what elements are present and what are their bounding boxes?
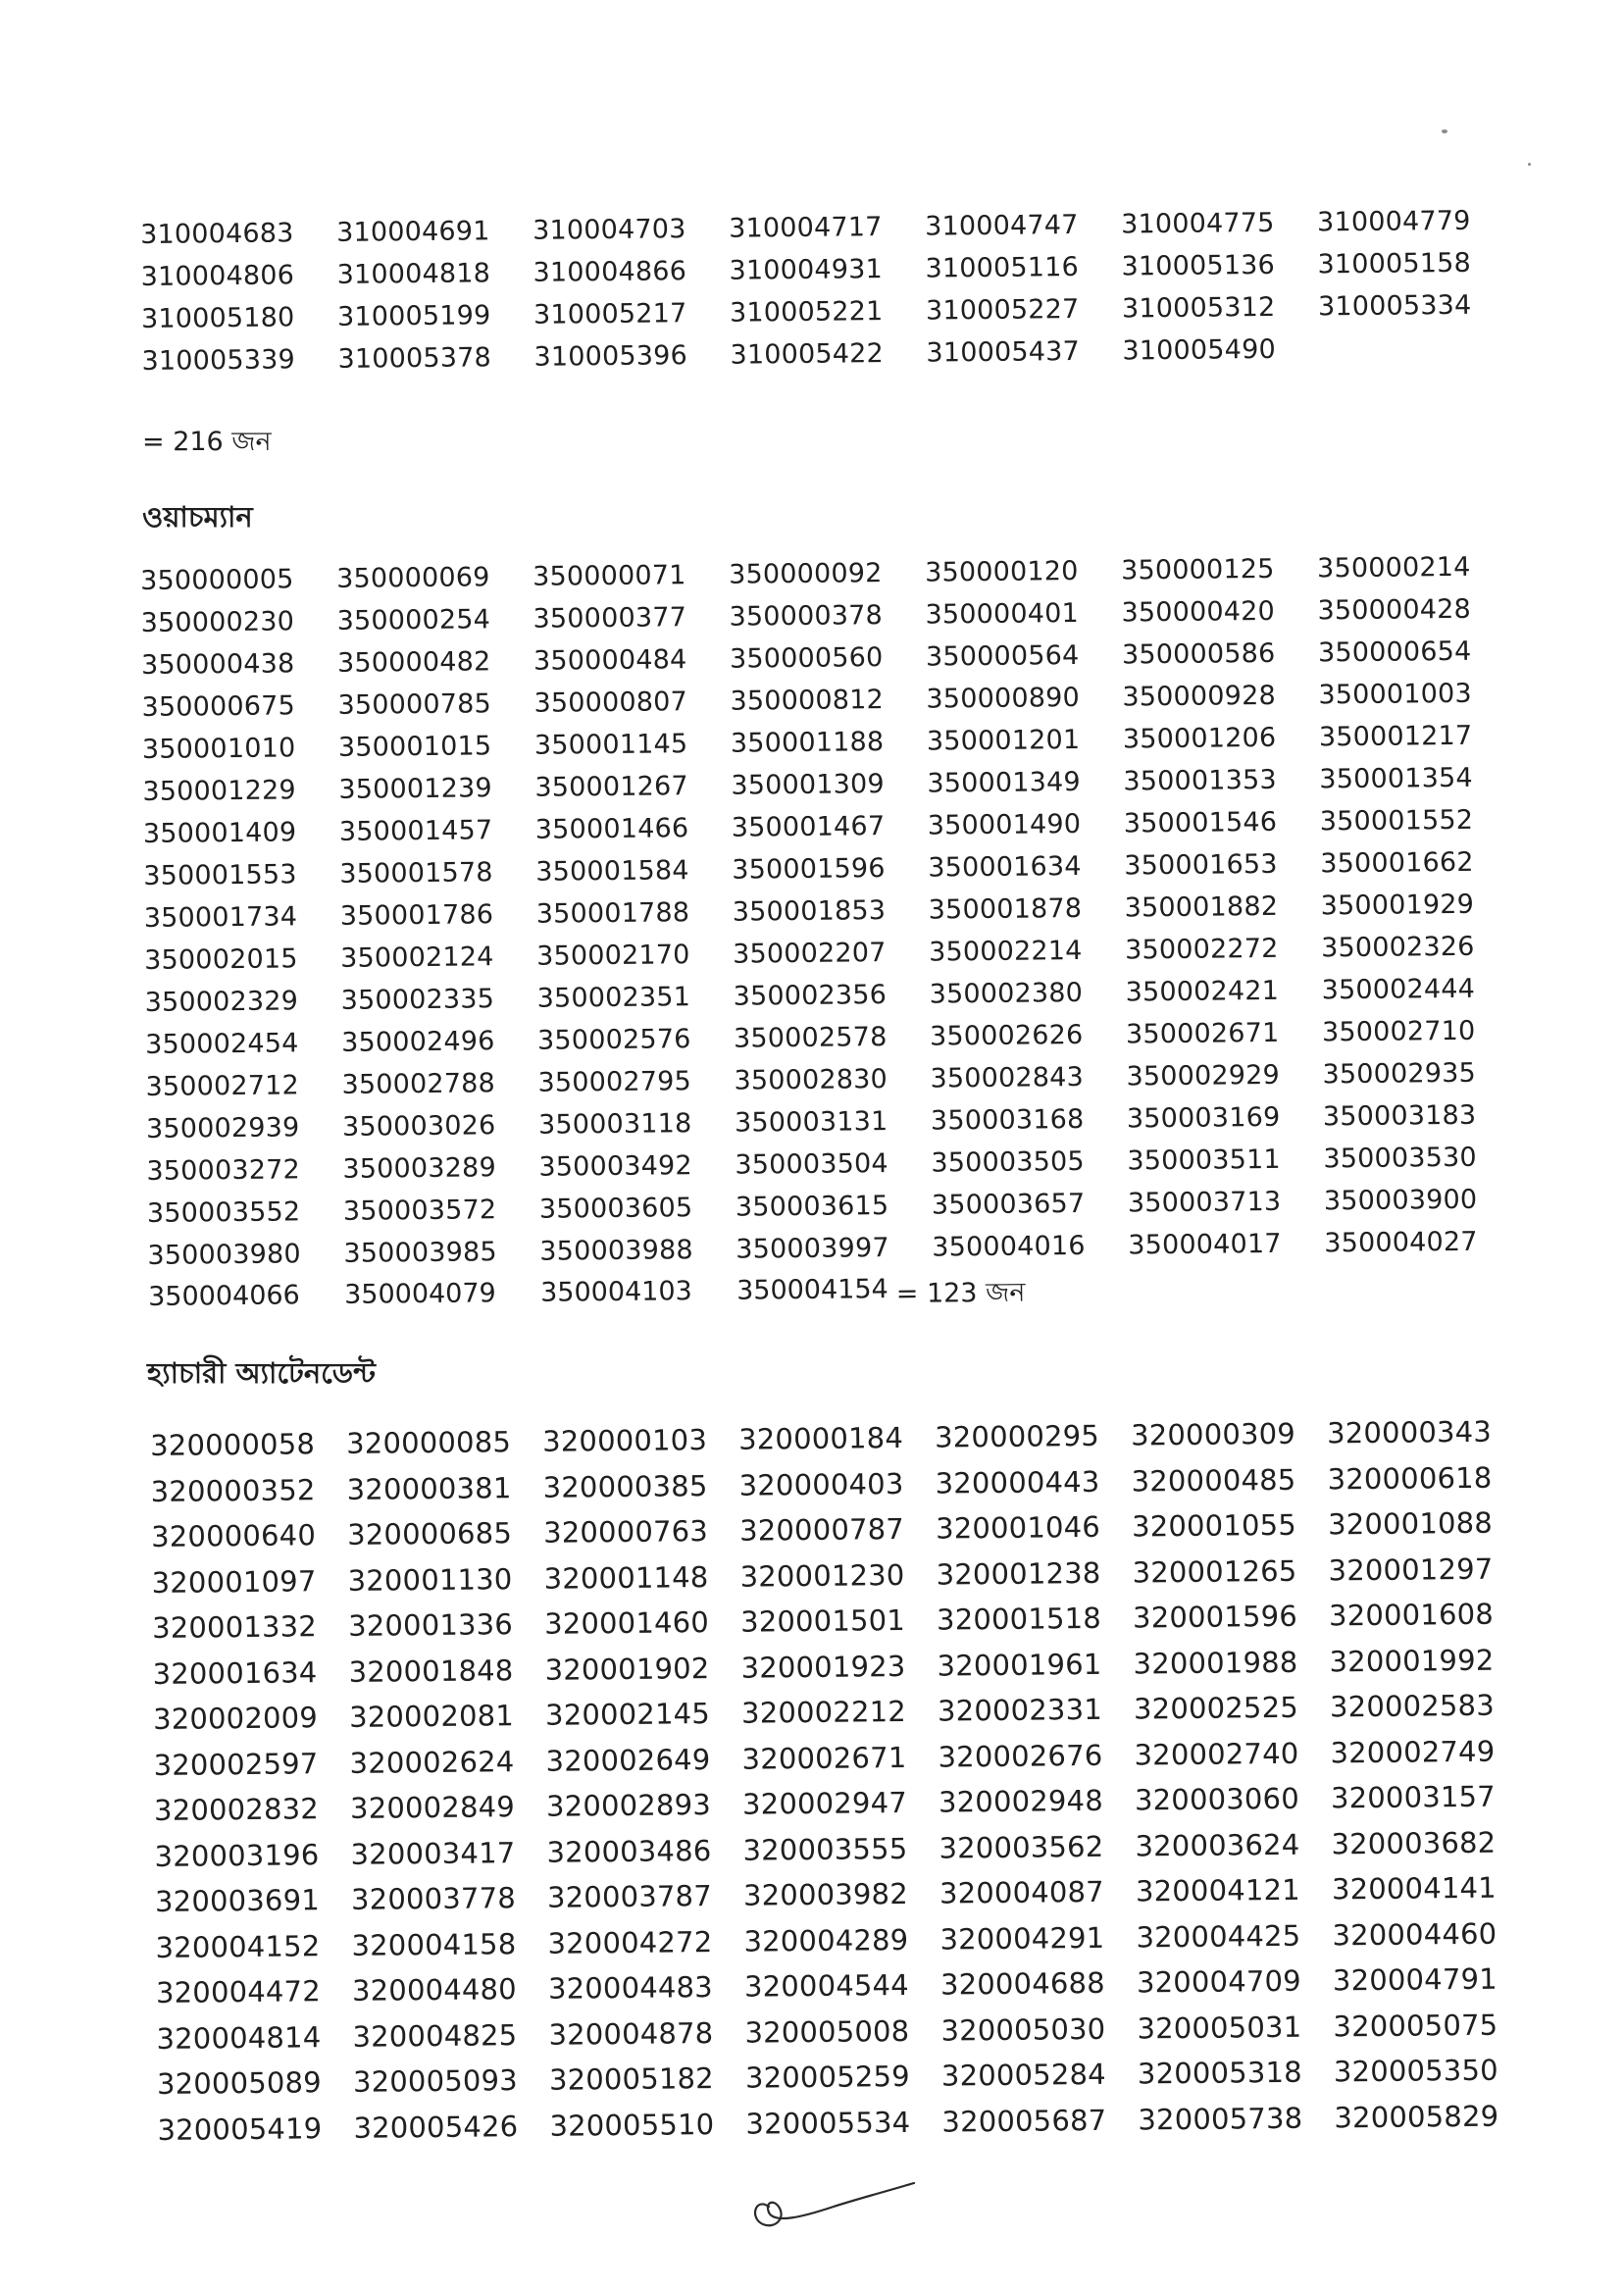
roll-number: 320002849 <box>349 1790 516 1825</box>
signature-image <box>745 2167 922 2236</box>
roll-number-grid-watchman <box>140 551 1521 1283</box>
roll-number: 310004931 <box>729 254 884 286</box>
roll-number: 350000005 <box>140 564 294 596</box>
roll-number: 320001460 <box>543 1605 710 1641</box>
roll-number: 320001501 <box>739 1602 906 1639</box>
roll-number: 320002212 <box>740 1694 907 1730</box>
total-count-top: = 216 জন <box>142 427 272 457</box>
roll-number: 320000352 <box>150 1472 316 1508</box>
roll-number: 350002351 <box>536 982 691 1014</box>
roll-number: 350000928 <box>1122 680 1277 713</box>
roll-number: 310005221 <box>729 296 884 329</box>
roll-number: 350003504 <box>735 1148 888 1181</box>
roll-number: 350002626 <box>929 1019 1084 1052</box>
roll-number: 310004683 <box>140 218 294 250</box>
roll-number: 320002331 <box>937 1692 1103 1728</box>
roll-number: 320004878 <box>548 2015 714 2052</box>
roll-number: 320005350 <box>1333 2053 1498 2089</box>
roll-number: 320001923 <box>740 1649 906 1685</box>
roll-number: 310005396 <box>533 340 688 373</box>
roll-number: 350002795 <box>537 1066 692 1098</box>
roll-number: 350003131 <box>734 1106 888 1139</box>
roll-number: 320004272 <box>547 1924 713 1960</box>
roll-number-grid-top <box>140 205 1515 388</box>
roll-number: 350003980 <box>147 1239 301 1271</box>
roll-number: 350002124 <box>340 941 494 974</box>
roll-number: 350004066 <box>148 1280 300 1312</box>
roll-number: 320000184 <box>737 1420 904 1456</box>
roll-number: 320002081 <box>348 1699 515 1734</box>
roll-number: 350001349 <box>927 766 1081 799</box>
roll-number: 350000401 <box>925 597 1080 631</box>
roll-number: 350003988 <box>539 1235 693 1267</box>
roll-number: 350002939 <box>145 1112 300 1144</box>
roll-number: 320004158 <box>351 1926 517 1962</box>
roll-number: 350000438 <box>140 648 295 681</box>
roll-number-last-row-watchman <box>148 1274 1026 1326</box>
roll-number: 350002272 <box>1124 933 1279 966</box>
roll-number: 350001267 <box>534 771 688 803</box>
roll-number: 350003511 <box>1127 1144 1281 1177</box>
roll-number: 350001466 <box>534 813 689 845</box>
roll-number: 320004141 <box>1331 1870 1497 1907</box>
roll-number: 350001217 <box>1318 720 1473 753</box>
roll-number: 350002335 <box>340 984 495 1016</box>
roll-number: 320004152 <box>155 1928 321 1964</box>
roll-number: 350001878 <box>928 892 1083 926</box>
roll-number: 320004825 <box>352 2017 518 2054</box>
roll-number: 350001578 <box>339 857 493 890</box>
roll-number-with-total <box>736 1274 1026 1320</box>
roll-number: 320002832 <box>153 1792 320 1827</box>
roll-number: 320001848 <box>348 1653 514 1689</box>
roll-number: 350002712 <box>145 1070 300 1102</box>
roll-number: 320002583 <box>1329 1688 1496 1724</box>
roll-number: 320005008 <box>744 2013 910 2050</box>
roll-number: 350003183 <box>1322 1099 1477 1133</box>
roll-number: 350001457 <box>338 815 493 847</box>
roll-number: 320003691 <box>154 1883 321 1918</box>
roll-number: 350002496 <box>340 1026 495 1058</box>
roll-number: 350000586 <box>1121 637 1276 671</box>
roll-number: 350002207 <box>733 938 887 970</box>
roll-number: 320001634 <box>152 1654 318 1691</box>
roll-number: 310004779 <box>1316 205 1471 238</box>
roll-number: 350004027 <box>1324 1226 1478 1259</box>
roll-number: 350001010 <box>141 733 296 765</box>
roll-number: 310004691 <box>335 216 490 248</box>
roll-number: 320003417 <box>350 1835 516 1871</box>
roll-number: 320004289 <box>743 1922 909 1958</box>
roll-number <box>1318 331 1514 376</box>
roll-number: 350001201 <box>926 724 1081 757</box>
roll-number: 350002214 <box>929 935 1083 968</box>
scan-speck <box>1528 163 1531 166</box>
roll-number: 350003615 <box>735 1191 889 1223</box>
roll-number: 320002893 <box>545 1788 712 1823</box>
roll-number: 350003272 <box>146 1154 301 1187</box>
roll-number: 320004688 <box>939 1965 1106 2002</box>
roll-number: 350003168 <box>930 1103 1085 1137</box>
roll-number: 350000120 <box>924 555 1079 588</box>
roll-number: 350002830 <box>734 1064 888 1096</box>
roll-number: 320000385 <box>542 1468 708 1504</box>
roll-number: 350000428 <box>1317 593 1472 627</box>
roll-number: 350000564 <box>925 639 1080 673</box>
roll-number: 350002710 <box>1321 1015 1476 1048</box>
roll-number: 320000485 <box>1131 1462 1296 1499</box>
roll-number: 350003572 <box>342 1195 497 1227</box>
roll-number-grid-hatchery <box>150 1414 1531 2159</box>
roll-number: 350002576 <box>536 1024 691 1056</box>
roll-number: 350002356 <box>733 980 888 1012</box>
roll-number: 350004016 <box>932 1230 1086 1263</box>
roll-number: 320004544 <box>743 1967 910 2004</box>
roll-number: 320000763 <box>542 1514 709 1550</box>
roll-number: 320003196 <box>154 1837 320 1873</box>
roll-number: 310005339 <box>141 344 296 377</box>
roll-number: 320001097 <box>151 1563 317 1600</box>
roll-number: 350000071 <box>532 560 686 592</box>
roll-number: 350001634 <box>928 850 1082 884</box>
roll-number: 320004460 <box>1332 1916 1497 1952</box>
roll-number: 350001853 <box>732 895 887 928</box>
roll-number: 350003530 <box>1323 1142 1477 1175</box>
roll-number: 350002454 <box>144 1028 299 1060</box>
roll-number: 320000103 <box>541 1423 708 1458</box>
roll-number: 320005093 <box>352 2063 519 2099</box>
roll-number: 350001786 <box>339 899 494 932</box>
roll-number: 350001239 <box>338 773 492 805</box>
roll-number: 320001130 <box>347 1561 513 1598</box>
roll-number: 350003118 <box>537 1108 692 1141</box>
roll-number: 310005334 <box>1317 289 1472 323</box>
roll-number: 350001015 <box>337 731 492 763</box>
roll-number: 350000420 <box>1121 595 1276 629</box>
roll-number: 350000230 <box>140 606 295 638</box>
roll-number: 310004775 <box>1120 207 1275 240</box>
roll-number: 310004866 <box>533 256 687 288</box>
roll-number: 350003505 <box>931 1145 1085 1179</box>
roll-number: 350000654 <box>1317 636 1472 669</box>
roll-number: 320003982 <box>742 1876 909 1912</box>
roll-number: 350001353 <box>1123 764 1277 797</box>
roll-number: 350000484 <box>533 644 687 677</box>
roll-number: 320002009 <box>152 1701 319 1736</box>
roll-number: 320004483 <box>547 1970 714 2006</box>
roll-number: 350000254 <box>336 604 491 636</box>
roll-number: 320001297 <box>1328 1551 1494 1587</box>
roll-number: 320000787 <box>738 1511 905 1548</box>
roll-number: 320002671 <box>741 1740 907 1776</box>
roll-number: 350001409 <box>142 817 297 849</box>
roll-number: 350004017 <box>1128 1228 1282 1261</box>
roll-number: 320004791 <box>1332 1961 1497 1998</box>
roll-number: 310004747 <box>924 209 1079 242</box>
roll-number: 320001336 <box>347 1607 514 1643</box>
roll-number: 350000377 <box>533 602 687 635</box>
roll-number: 320004291 <box>939 1920 1105 1957</box>
roll-number: 350001546 <box>1123 806 1278 839</box>
roll-number: 350000812 <box>730 685 885 717</box>
roll-number: 350000092 <box>728 558 883 590</box>
roll-number: 310004818 <box>336 258 491 290</box>
roll-number: 350004103 <box>539 1276 692 1308</box>
roll-number: 350001188 <box>730 727 885 759</box>
roll-number: 350001309 <box>731 769 885 801</box>
roll-number: 320004472 <box>155 1974 322 2009</box>
roll-number: 350001552 <box>1319 804 1474 838</box>
roll-number: 350001662 <box>1320 846 1474 880</box>
roll-number: 350001490 <box>927 808 1082 841</box>
roll-number: 350003552 <box>146 1196 301 1229</box>
roll-number: 320003787 <box>546 1879 713 1914</box>
roll-number: 350001467 <box>731 811 886 843</box>
roll-number: 310005180 <box>140 302 295 334</box>
roll-number: 320000381 <box>346 1470 512 1506</box>
roll-number: 350003657 <box>931 1188 1086 1221</box>
roll-number: 320002749 <box>1330 1734 1496 1769</box>
roll-number: 320001902 <box>544 1651 710 1687</box>
roll-number: 350001929 <box>1320 889 1475 922</box>
roll-number: 310005199 <box>336 300 491 332</box>
roll-number: 320005089 <box>156 2065 323 2101</box>
scan-speck <box>1442 129 1447 133</box>
roll-number: 310004806 <box>140 260 295 292</box>
section-heading-watchman: ওয়াচম্যান <box>142 500 253 534</box>
roll-number: 320002740 <box>1134 1736 1299 1772</box>
roll-number: 350001354 <box>1319 762 1473 795</box>
roll-number: 320001332 <box>151 1609 318 1645</box>
roll-number: 350002843 <box>930 1061 1085 1094</box>
roll-number: 320001046 <box>935 1509 1101 1546</box>
roll-number: 320005030 <box>940 2011 1106 2048</box>
roll-number: 310004717 <box>728 212 883 244</box>
roll-number: 350000675 <box>141 690 296 723</box>
roll-number: 320004709 <box>1136 1963 1301 2000</box>
roll-number: 350000214 <box>1316 551 1471 585</box>
roll-number: 350000378 <box>729 600 884 633</box>
roll-number: 350001206 <box>1122 722 1277 755</box>
roll-number: 320004814 <box>156 2019 322 2056</box>
roll-number: 320005259 <box>744 2059 910 2095</box>
roll-number: 350001553 <box>143 859 297 891</box>
roll-number: 350003289 <box>342 1152 497 1185</box>
roll-number: 310005437 <box>926 335 1081 369</box>
roll-number: 320001230 <box>739 1557 905 1594</box>
roll-number: 320002676 <box>938 1738 1103 1774</box>
roll-number: 320000640 <box>150 1518 317 1553</box>
roll-number: 320003562 <box>939 1829 1104 1865</box>
roll-number: 320002145 <box>544 1697 711 1732</box>
roll-number: 310005217 <box>533 298 687 331</box>
roll-number: 350003997 <box>736 1233 889 1265</box>
roll-number: 350001734 <box>143 901 298 934</box>
roll-number: 320002649 <box>545 1742 711 1778</box>
roll-number: 320000343 <box>1326 1414 1493 1450</box>
roll-number: 320004121 <box>1135 1872 1301 1908</box>
roll-number: 320000085 <box>345 1425 512 1460</box>
roll-number: 350002671 <box>1125 1017 1280 1050</box>
roll-number: 350000890 <box>926 682 1081 715</box>
roll-number: 350002015 <box>144 943 298 976</box>
roll-number: 320000403 <box>738 1466 904 1502</box>
roll-number: 320000058 <box>150 1427 316 1462</box>
roll-number: 350003169 <box>1126 1101 1281 1135</box>
roll-number: 350001584 <box>535 855 689 888</box>
roll-number: 320002947 <box>741 1785 908 1821</box>
roll-number: 350002788 <box>341 1068 496 1100</box>
roll-number: 310004703 <box>532 214 686 246</box>
roll-number: 310005312 <box>1121 291 1276 325</box>
roll-number: 350002329 <box>144 986 299 1018</box>
roll-number: 310005158 <box>1317 247 1472 280</box>
roll-number: 350000785 <box>337 688 492 721</box>
roll-number: 320000295 <box>934 1418 1100 1454</box>
roll-number: 320005182 <box>548 2061 715 2097</box>
roll-number: 320002624 <box>349 1744 515 1780</box>
roll-number: 320003624 <box>1135 1827 1300 1863</box>
roll-number: 320000443 <box>935 1464 1100 1501</box>
roll-number: 320001265 <box>1132 1553 1297 1590</box>
roll-number: 310005422 <box>730 338 885 371</box>
roll-number: 320004087 <box>939 1874 1105 1910</box>
roll-number: 350000560 <box>729 642 884 675</box>
roll-number: 320005318 <box>1137 2055 1302 2091</box>
roll-number: 320001961 <box>937 1647 1102 1683</box>
roll-number: 320005534 <box>745 2105 911 2141</box>
roll-number: 350000069 <box>335 562 490 594</box>
roll-number: 350002421 <box>1125 975 1280 1008</box>
section-heading-hatchery-attendant: হ্যাচারী অ্যাটেনডেন্ট <box>147 1356 376 1390</box>
roll-number: 350002929 <box>1126 1059 1281 1093</box>
roll-number: 320001988 <box>1133 1645 1298 1681</box>
roll-number: 350004079 <box>343 1278 496 1310</box>
roll-number: 350002935 <box>1322 1057 1477 1091</box>
roll-number: 350002326 <box>1320 931 1475 964</box>
roll-number: 320005510 <box>549 2107 715 2143</box>
roll-number: 320005687 <box>941 2103 1107 2139</box>
roll-number: 320003682 <box>1331 1825 1497 1860</box>
roll-number: 350002444 <box>1321 973 1476 1006</box>
roll-number: 350000125 <box>1120 553 1275 586</box>
roll-number: 350003492 <box>538 1150 693 1183</box>
roll-number: 350003713 <box>1127 1186 1282 1219</box>
roll-number: 320005075 <box>1333 2008 1498 2043</box>
roll-number: 350001596 <box>732 853 886 886</box>
roll-number: 350001882 <box>1124 890 1279 924</box>
roll-number: 320001238 <box>936 1555 1101 1592</box>
roll-number: 350001653 <box>1124 848 1278 882</box>
roll-number: 310005227 <box>925 293 1080 327</box>
roll-number: 320001596 <box>1132 1599 1298 1635</box>
roll-number: 350003985 <box>343 1237 497 1269</box>
roll-number: 320001055 <box>1131 1507 1297 1544</box>
roll-number: 350003026 <box>341 1110 496 1143</box>
roll-number: 320004425 <box>1136 1918 1301 1954</box>
roll-number: 350004154 <box>736 1274 888 1306</box>
roll-number: 350000482 <box>336 646 491 679</box>
roll-number: 320005419 <box>157 2111 323 2147</box>
roll-number: 350000807 <box>533 687 688 719</box>
roll-number: 320001148 <box>543 1559 709 1596</box>
roll-number: 320002525 <box>1133 1690 1299 1726</box>
roll-number: 320001088 <box>1327 1505 1494 1542</box>
roll-number: 350002578 <box>733 1022 888 1054</box>
roll-number: 320005284 <box>940 2057 1106 2093</box>
roll-number: 350003900 <box>1323 1184 1478 1217</box>
roll-number: 320001992 <box>1329 1643 1495 1678</box>
roll-number: 320001608 <box>1328 1597 1495 1633</box>
roll-number: 320000685 <box>346 1516 513 1551</box>
roll-number: 320005031 <box>1137 2009 1302 2045</box>
roll-number: 310005490 <box>1122 333 1277 367</box>
roll-number: 320005426 <box>353 2109 519 2145</box>
roll-number: 320000309 <box>1130 1416 1296 1452</box>
roll-number: 320002948 <box>938 1783 1104 1819</box>
roll-number: 320001518 <box>936 1601 1102 1637</box>
roll-number: 320003157 <box>1330 1779 1497 1815</box>
roll-number: 320003060 <box>1134 1781 1300 1817</box>
roll-number: 350003605 <box>538 1193 693 1225</box>
roll-number: 320005829 <box>1334 2099 1499 2134</box>
roll-number: 320004480 <box>351 1972 518 2008</box>
roll-number: 350002380 <box>929 977 1084 1010</box>
roll-number: 310005116 <box>925 251 1080 284</box>
roll-number: 320005738 <box>1138 2101 1303 2136</box>
roll-number: 320000618 <box>1327 1460 1493 1496</box>
roll-number: 310005378 <box>337 342 492 375</box>
total-count-watchman: = 123 জন <box>895 1277 1026 1310</box>
roll-number: 320003778 <box>350 1881 517 1916</box>
roll-number: 350001003 <box>1318 678 1473 711</box>
roll-number: 320002597 <box>153 1746 319 1782</box>
roll-number: 320003555 <box>742 1831 908 1867</box>
roll-number: 350002170 <box>536 940 690 972</box>
roll-number: 350001145 <box>533 729 688 761</box>
roll-number: 350001229 <box>142 775 296 807</box>
roll-number: 310005136 <box>1121 249 1276 282</box>
roll-number: 320003486 <box>546 1833 712 1869</box>
roll-number: 350001788 <box>535 897 690 930</box>
